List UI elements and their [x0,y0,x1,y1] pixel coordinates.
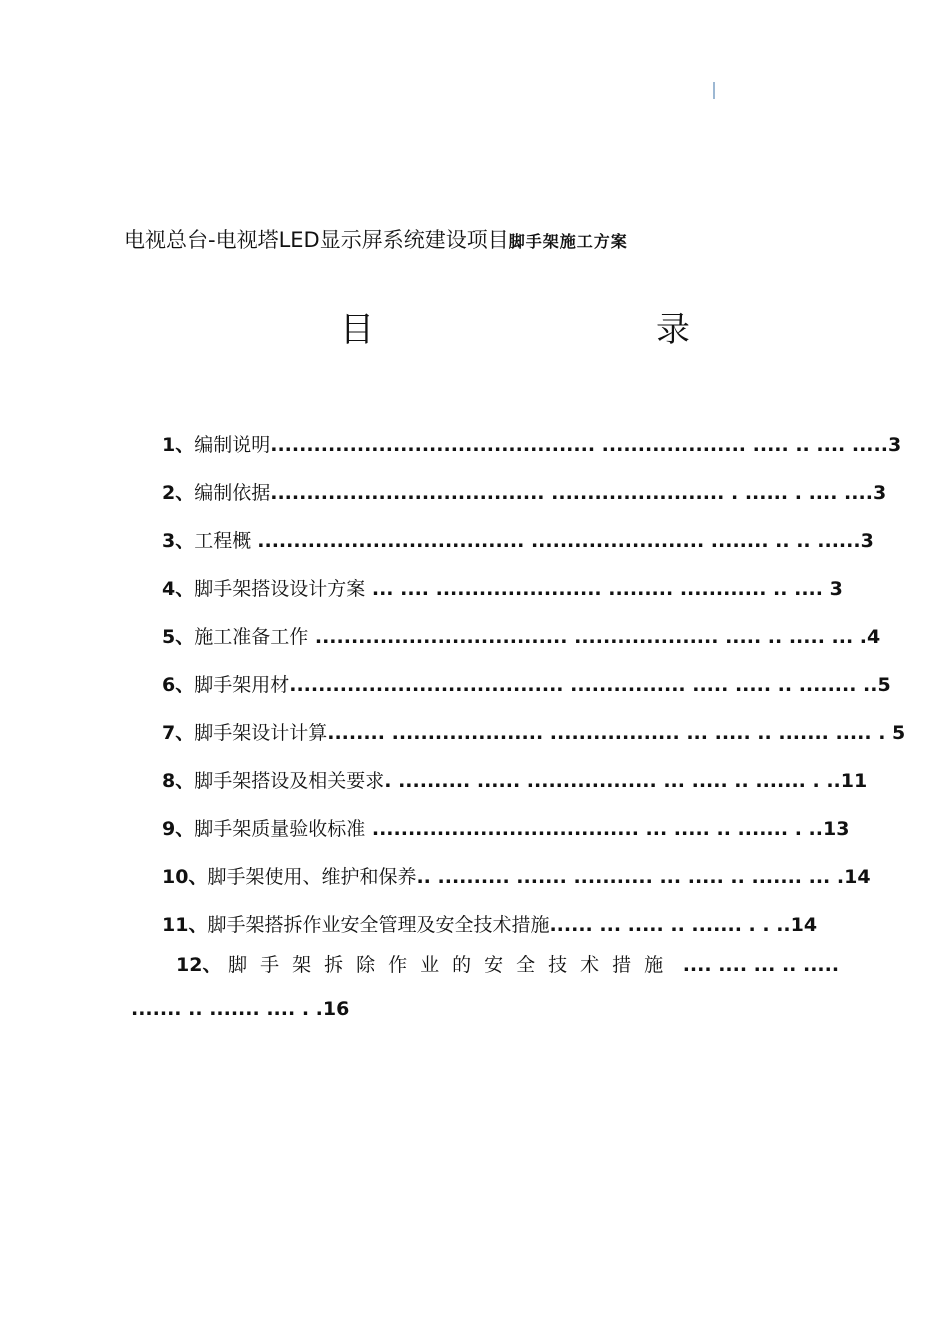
toc-entry-number: 8、 [162,770,195,792]
toc-entry-text: 工程概 [194,530,258,552]
toc-entry[interactable] [162,622,880,649]
toc-entry-text: 脚手架使用、维护和保养 [207,866,417,888]
toc-entry-number: 11、 [162,914,208,936]
document-title-suffix: 脚手架施工方案 [508,232,628,251]
toc-entry-page: 3 [887,434,902,456]
toc-entry-number: 9、 [162,818,195,840]
toc-entry[interactable] [162,430,901,457]
toc-entry-text: 编制说明 [194,434,271,456]
toc-entry-leader: ...... ... ..... .. ....... . . .. [549,914,791,936]
toc-entry[interactable] [162,526,874,553]
toc-entry-page: 4 [867,626,881,648]
toc-entry-number: 10、 [162,866,208,888]
toc-entry-page: 14 [844,866,871,888]
toc-entry-number: 7、 [162,722,195,744]
toc-entry-page: 3 [860,530,874,552]
toc-entry-page: 13 [822,818,850,840]
toc-entry-text: 脚手架质量验收标准 [194,818,366,840]
toc-entry-page: 5 [892,722,906,744]
toc-entry-text: 脚手架搭设设计方案 [194,578,366,600]
toc-entry-page: 3 [872,482,887,504]
toc-entry-text: 脚手架搭设及相关要求 [194,770,385,792]
toc-entry-leader: ................................... .................... ..... .. ..... ... . [308,626,868,648]
toc-entry-text: 脚手架用材 [194,674,290,696]
toc-entry-number: 5、 [162,626,195,648]
toc-entry-leader: ....... .. ....... .... . . [131,998,323,1020]
toc-entry[interactable] [162,814,849,841]
document-title [124,224,628,254]
toc-entry-leader: ............................................. .................... ..... .. .... ..... [270,434,888,456]
toc-entry-page: 16 [322,998,350,1020]
toc-entry-page: 14 [790,914,818,936]
toc-entry[interactable] [162,718,905,745]
toc-heading-left: 目 [340,310,374,350]
toc-entry-last-continued[interactable] [131,998,349,1020]
toc-entry-text: 脚手架搭拆作业安全管理及安全技术措施 [207,914,550,936]
toc-heading-right: 录 [656,310,690,350]
text-cursor-mark [713,82,715,99]
toc-entry-page: 11 [840,770,868,792]
toc-entry-leader: ..................................... ........................ ........ .. .. ...... [257,530,861,552]
toc-entry[interactable] [162,478,886,505]
toc-entry[interactable] [162,574,843,601]
toc-entry-leader: .... .... ... .. ..... [676,954,840,976]
toc-entry-leader: ...................................... ................ ..... ..... .. ........ .. [289,674,878,696]
toc-entry-number: 2、 [162,482,195,504]
toc-entry-leader: ... .... ....................... ......... ............ .. .... [365,578,830,600]
toc-entry[interactable] [162,670,891,697]
toc-entry[interactable] [162,862,871,889]
toc-entry-leader: ...................................... ........................ . ...... . .... .... [270,482,873,504]
toc-entry[interactable] [162,910,817,937]
toc-entry-text: 脚手架设计计算 [194,722,328,744]
toc-entry-page: 3 [829,578,843,600]
toc-entry-leader: . .......... ...... .................. ... ..... .. ....... . .. [384,770,841,792]
toc-entry-text: 脚手架拆除作业的安全技术措施 [228,954,677,976]
toc-entry-text: 施工准备工作 [194,626,309,648]
toc-entry-leader: .. .......... ....... ........... ... ..... .. ....... ... . [416,866,845,888]
toc-entry-number: 1、 [162,434,195,456]
toc-entry[interactable] [162,766,867,793]
toc-entry-number: 6、 [162,674,195,696]
toc-entry-number: 3、 [162,530,195,552]
toc-entry-page: 5 [877,674,891,696]
toc-entry-last[interactable] [176,950,839,977]
toc-entry-leader: ........ ..................... .................. ... ..... .. ....... ..... . [327,722,893,744]
toc-entry-text: 编制依据 [194,482,271,504]
toc-entry-number: 12、 [176,954,222,976]
toc-entry-leader: ..................................... ... ..... .. ....... . .. [365,818,823,840]
toc-entry-number: 4、 [162,578,195,600]
document-title-main: 电视总台-电视塔LED显示屏系统建设项目 [124,228,509,252]
